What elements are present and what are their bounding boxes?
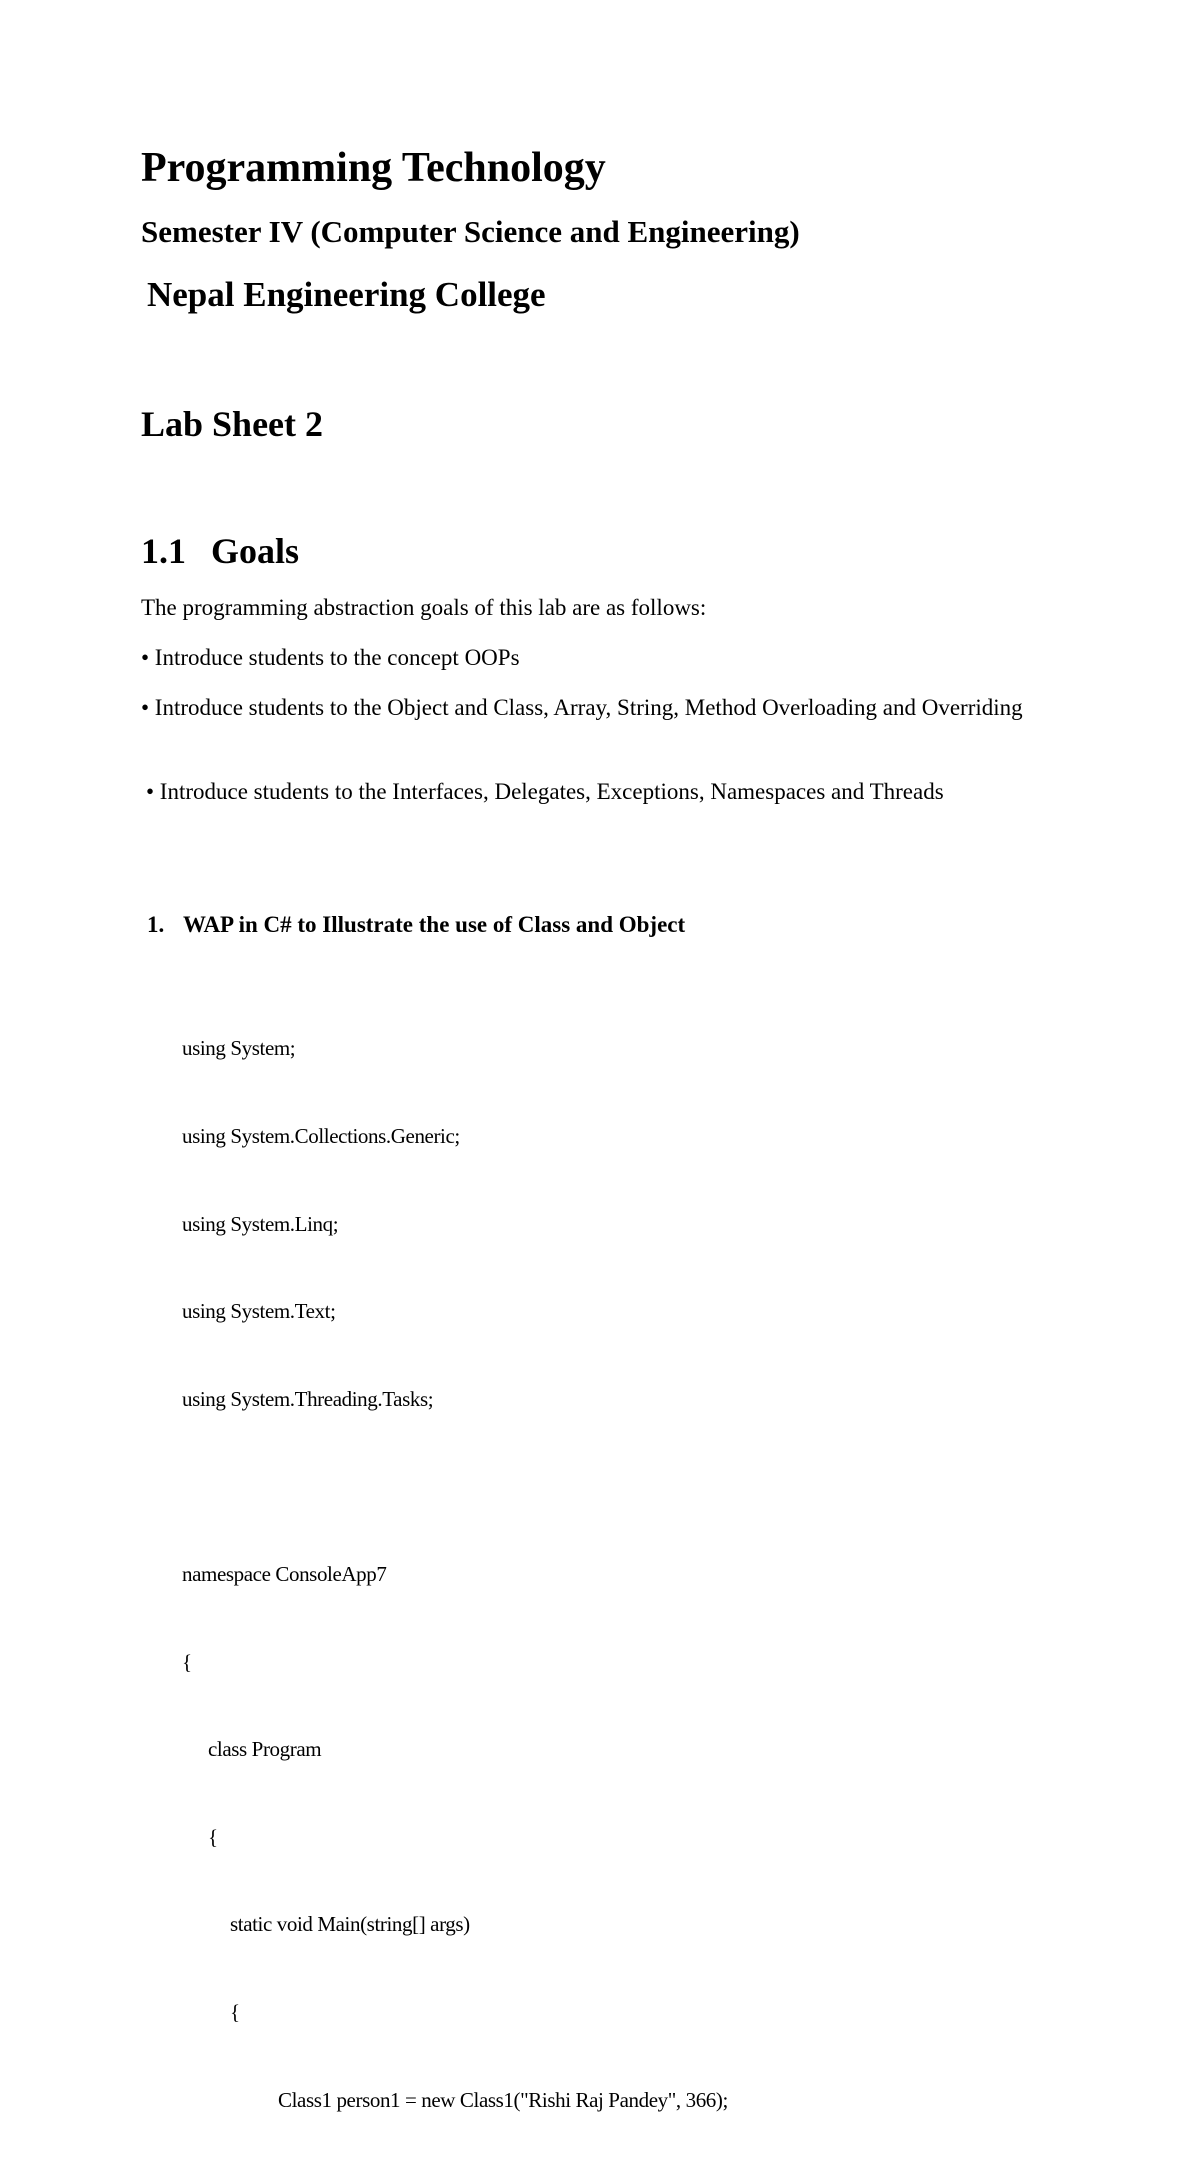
goal-item-oops: • Introduce students to the concept OOPs	[141, 645, 520, 670]
goals-section-heading	[141, 528, 299, 574]
goals-intro-text: The programming abstraction goals of this lab are as follows:	[141, 595, 707, 620]
code-line: using System.Linq;	[182, 1211, 339, 1236]
code-block	[182, 976, 728, 2173]
code-line: {	[230, 1999, 240, 2024]
task-heading	[147, 908, 685, 942]
goal-item-object-class: • Introduce students to the Object and Class, Array, String, Method Overloading and Overriding	[141, 695, 1023, 720]
goals-section-title: Goals	[211, 531, 300, 571]
goal-item-interfaces: • Introduce students to the Interfaces, Delegates, Exceptions, Namespaces and Threads	[146, 779, 944, 804]
task-title: WAP in C# to Illustrate the use of Class and Object	[183, 912, 686, 937]
code-line: namespace ConsoleApp7	[182, 1561, 387, 1586]
code-line-blank	[182, 1472, 728, 1501]
code-line: static void Main(string[] args)	[230, 1912, 470, 1937]
code-line: {	[208, 1824, 218, 1849]
code-line: {	[182, 1649, 192, 1674]
lab-sheet-heading: Lab Sheet 2	[141, 404, 324, 444]
code-line: using System;	[182, 1036, 296, 1061]
document-title: Programming Technology	[141, 145, 606, 191]
goals-section-number: 1.1	[141, 531, 186, 571]
code-line: using System.Threading.Tasks;	[182, 1386, 434, 1411]
code-line: using System.Collections.Generic;	[182, 1124, 460, 1148]
college-name: Nepal Engineering College	[147, 275, 546, 314]
code-line: class Program	[208, 1737, 322, 1762]
task-number: 1.	[147, 912, 165, 937]
code-line: using System.Text;	[182, 1299, 336, 1324]
code-line: Class1 person1 = new Class1("Rishi Raj Pandey", 366);	[278, 2087, 728, 2112]
semester-subtitle: Semester IV (Computer Science and Engineering)	[141, 214, 800, 249]
